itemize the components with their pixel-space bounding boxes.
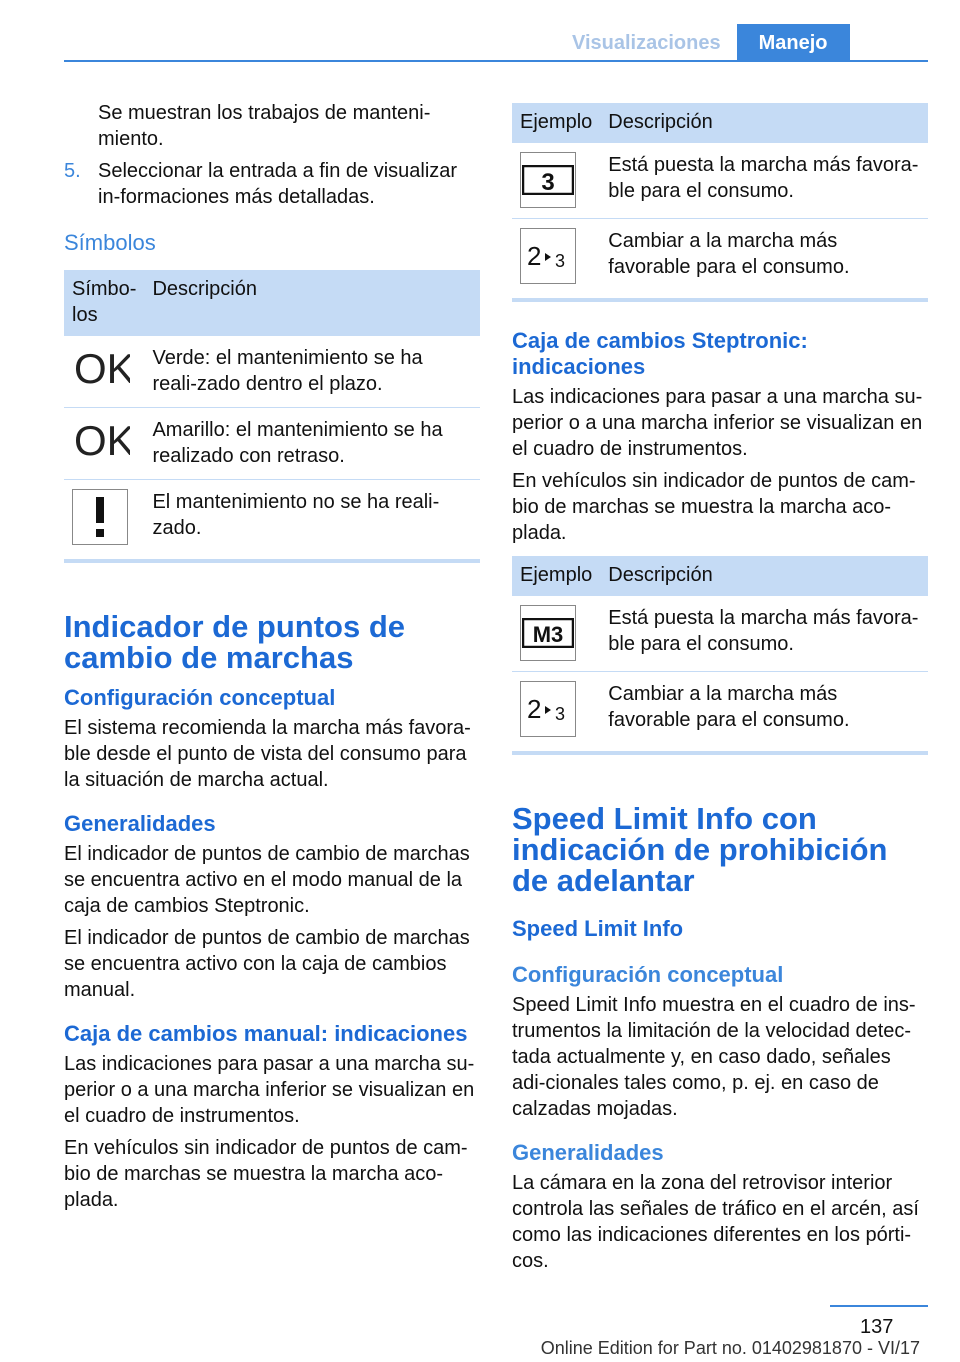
sli-concept-text: Speed Limit Info muestra en el cuadro de ins-trumentos la limitación de la velocidad detec-tada actualmente y, en caso dado, señales adi-cionales tales como, p. ej. en caso de calzadas mojadas.: [512, 994, 916, 1120]
svg-text:2: 2: [527, 241, 542, 271]
list-item-5: [64, 158, 480, 210]
example-description: Cambiar a la marcha más favorable para el consumo.: [608, 230, 850, 278]
gear-m3-glyph: [522, 618, 574, 648]
section-title-gear-shift-indicator: Indicador de puntos de cambio de marchas: [64, 609, 406, 675]
table-header-description: Descripción: [144, 270, 480, 336]
steptronic-text-1: Las indicaciones para pasar a una marcha su-perior o a una marcha inferior se visualizan en el cuadro de instrumentos.: [512, 386, 923, 460]
symbol-description: Verde: el mantenimiento se ha reali-zado dentro el plazo.: [144, 336, 480, 408]
subheading-sli-general: Generalidades: [512, 1140, 664, 1165]
concept-text: El sistema recomienda la marcha más favora-ble desde el punto de vista del consumo para la situación de marcha actual.: [64, 717, 471, 791]
table-header-example: Ejemplo: [512, 103, 600, 143]
symbols-heading: Símbolos: [64, 230, 156, 255]
table-header-description: Descripción: [600, 103, 928, 143]
gear-2-to-3-glyph: [523, 694, 573, 724]
svg-text:3: 3: [555, 251, 566, 271]
list-item-continuation: Se muestran los trabajos de manteni-miento.: [98, 102, 431, 150]
table-row: [512, 596, 928, 672]
subheading-concept: Configuración conceptual: [64, 685, 336, 710]
footer-edition: Online Edition for Part no. 01402981870 - VI/17: [540, 1338, 920, 1358]
subheading-steptronic: Caja de cambios Steptronic: indicaciones: [512, 328, 808, 379]
header-rule: [64, 60, 928, 62]
page-number: 137: [860, 1316, 894, 1338]
example-table-steptronic: [512, 556, 928, 747]
exclamation-glyph: [90, 495, 110, 539]
gear-3-icon: [520, 152, 576, 208]
table-header-description: Descripción: [600, 556, 928, 596]
general-text-2: El indicador de puntos de cambio de marchas se encuentra activo con la caja de cambios manual.: [64, 927, 470, 1001]
table-row: [512, 219, 928, 295]
symbol-description: El mantenimiento no se ha reali-zado.: [152, 491, 440, 539]
list-item-text: Seleccionar la entrada a fin de visualizar in-formaciones más detalladas.: [98, 160, 458, 208]
table-header-symbols: Símbo-los: [64, 270, 144, 336]
gear-2-to-3-icon: [520, 681, 576, 737]
subheading-manual-gearbox: Caja de cambios manual: indicaciones: [64, 1021, 468, 1046]
table-row: [64, 408, 480, 480]
manual-text-1: Las indicaciones para pasar a una marcha su-perior o a una marcha inferior se visualizan en el cuadro de instrumentos.: [64, 1053, 475, 1127]
subheading-speed-limit-info: Speed Limit Info: [512, 916, 684, 941]
table-row: [64, 336, 480, 408]
table-end-rule: [512, 298, 928, 302]
header-tabs: [556, 24, 850, 62]
gear-m3-icon: [520, 605, 576, 661]
table-header-row: [64, 270, 480, 336]
svg-text:3: 3: [555, 704, 566, 724]
tab-manejo[interactable]: Manejo: [737, 24, 850, 62]
table-row: [64, 480, 480, 556]
table-end-rule: [512, 751, 928, 755]
exclamation-icon: [72, 489, 128, 545]
symbol-description: Amarillo: el mantenimiento se ha realizado con retraso.: [144, 408, 480, 480]
steptronic-text-2: En vehículos sin indicador de puntos de cam-bio de marchas se muestra la marcha aco-plada.: [512, 470, 916, 544]
table-header-row: [512, 103, 928, 143]
manual-text-2: En vehículos sin indicador de puntos de cam-bio de marchas se muestra la marcha aco-plada.: [64, 1137, 468, 1211]
table-header-row: [512, 556, 928, 596]
list-number: 5.: [64, 160, 81, 182]
subheading-general: Generalidades: [64, 811, 216, 836]
example-table-manual: [512, 103, 928, 294]
symbols-table: [64, 270, 480, 555]
example-description: Cambiar a la marcha más favorable para el consumo.: [608, 683, 850, 731]
footer-rule: [830, 1305, 928, 1307]
ok-green-icon: [72, 345, 130, 389]
gear-2-to-3-glyph: [523, 241, 573, 271]
tab-visualizaciones[interactable]: Visualizaciones: [572, 32, 721, 54]
svg-text:3: 3: [541, 169, 555, 195]
gear-3-glyph: [522, 165, 574, 195]
table-row: [512, 143, 928, 219]
section-title-speed-limit-info: Speed Limit Info con indicación de prohibición de adelantar: [512, 801, 888, 898]
table-header-example: Ejemplo: [512, 556, 600, 596]
table-row: [512, 672, 928, 748]
subheading-sli-concept: Configuración conceptual: [512, 962, 784, 987]
example-description: Está puesta la marcha más favora-ble para el consumo.: [600, 596, 928, 672]
gear-2-to-3-icon: [520, 228, 576, 284]
ok-glyph: OK: [74, 345, 130, 389]
table-end-rule: [64, 559, 480, 563]
svg-text:2: 2: [527, 694, 542, 724]
ok-yellow-icon: [72, 417, 130, 461]
general-text-1: El indicador de puntos de cambio de marchas se encuentra activo en el modo manual de la caja de cambios Steptronic.: [64, 843, 470, 917]
ok-glyph: OK: [74, 417, 130, 461]
left-column: [64, 100, 480, 1219]
svg-text:M3: M3: [532, 622, 564, 647]
example-description: Está puesta la marcha más favora-ble para el consumo.: [600, 143, 928, 219]
right-column: [512, 103, 928, 1280]
sli-general-text: La cámara en la zona del retrovisor interior controla las señales de tráfico en el arcén, así como las indicaciones diferentes en los pórti-cos.: [512, 1172, 919, 1272]
